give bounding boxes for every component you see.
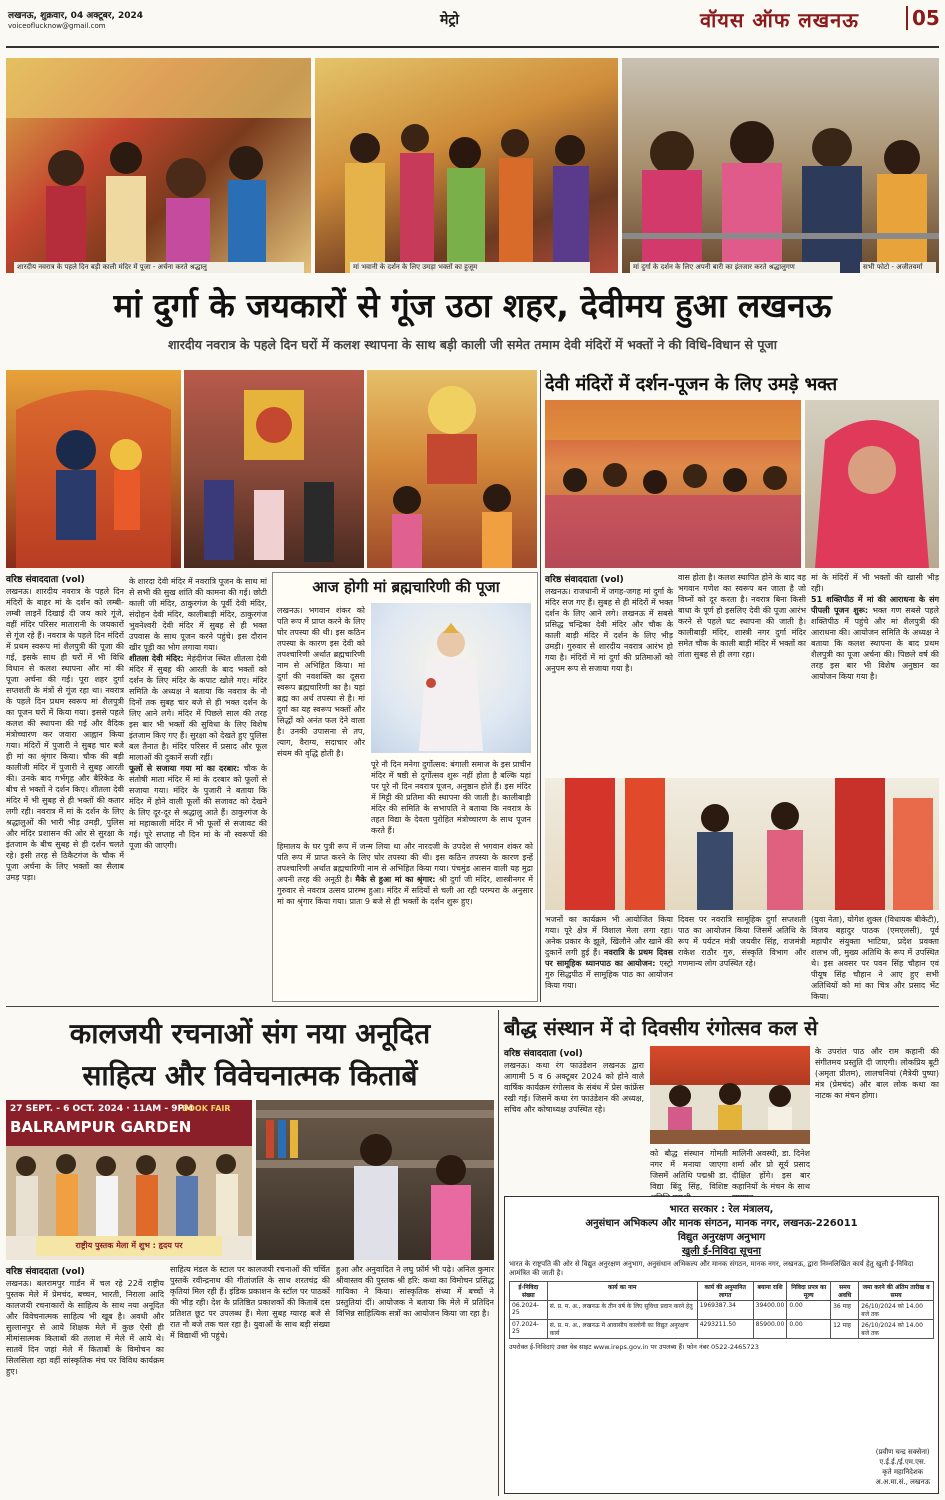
tender-cell: 26/10/2024 को 14.00 बजे तक <box>859 1301 934 1320</box>
tender-signoff-1: (प्रवीण चन्द्र सक्सेना) <box>875 1448 930 1456</box>
right-story-subhead-1: 51 शक्तिपीठ में मां की आराधना के संग पीपली पूजन शुरू: <box>811 595 939 615</box>
photo-caption-3: मां दुर्गा के दर्शन के लिए अपनी बारी का इंतजार करते श्रद्धालुगण <box>630 262 840 273</box>
photo-caption-2: मां भवानी के दर्शन के लिए उमड़ा भक्तों का हुजूम <box>350 262 590 273</box>
tender-cell: सं. प्र. म. अ., लखनऊ में आवासीय कालोनी का विद्युत अनुरक्षण कार्य <box>547 1320 697 1339</box>
right-story-col6 <box>811 914 939 1002</box>
tender-cell: 39400.00 <box>753 1301 787 1320</box>
right-story-text-6: एस्ट्रो गुरु सिद्धपीठ में सामूहिक पाठ का आयोजन किया गया। <box>545 959 673 990</box>
main-subhead: शारदीय नवरात्र के पहले दिन घरों में कलश स्थापना के साथ बड़ी काली जी समेत तमाम देवी मंदिरों में भक्तों ने की विधि-विधान से पूजा <box>168 337 777 352</box>
main-story-subhead-2: फूलों से सजाया गया मां का दरबार: <box>129 764 244 773</box>
photo-caption-1: शारदीय नवरात्र के पहले दिन बड़ी काली मंदिर में पूजा - अर्चना करते श्रद्धालु <box>14 262 304 273</box>
bauddh-headline: बौद्ध संस्थान में दो दिवसीय रंगोत्सव कल से <box>504 1016 818 1040</box>
bauddh-col2 <box>815 1046 939 1190</box>
brahmacharini-text-c: हिमालय के घर पुत्री रूप में जन्म लिया था और नारदजी के उपदेश से भगवान शंकर को पति रूप में प्राप्त करने के लिए घोर तपस्या की थी। इस कठिन तपस्या के कारण इन्हें तपश्चारिणी अर्थात ब्रह्मचारिणी नाम से अभिहित किया गया। पंचमुंड आसन वाली यह मुद्रा अपनी तरह की अनूठी है। <box>277 842 533 884</box>
right-story-text-2: वास होता है। कलश स्थापित होने के बाद वह भगवान गणेश का स्वरूप बन जाता है जो विघ्नों को दूर करता है। नवरात्र बिना किसी बाधा के पूर्ण हो इसलिए देवी की पूजा आरंभ करने से पहले घट स्थापना की जाती है। कालीबाड़ी मंदिर, शास्त्री नगर दुर्गा मंदिर समेत चौक के काली बाड़ी मंदिर में भक्तों का तांता सुबह से ही लगा रहा। <box>678 573 806 659</box>
tender-cell: 12 माह <box>831 1320 859 1339</box>
main-story-text-2: के शारदा देवी मंदिर में नवरात्रि पूजन के साथ मां से सभी की सुख शांति की कामना की गई। छोटी काली जी मंदिर, ठाकुरगंज के पूर्वी देवी मंदिर, संदोहन देवी मंदिर, कालीबाड़ी मंदिर, ठाकुरगंज भुवनेश्वरी देवी मंदिर में सुबह से ही भक्त उपवास के साथ पूजन करने पहुंचे। इस दौरान खीर पूड़ी का भोग लगाया गया। <box>129 577 267 652</box>
banner-dates: 27 SEPT. - 6 OCT. 2024 · 11AM - 9PM <box>10 1104 194 1114</box>
paper-name: वॉयस ऑफ लखनऊ <box>700 8 859 32</box>
kaljayi-text-1: लखनऊ। बलरामपुर गार्डन में चल रहे 22वें राष्ट्रीय पुस्तक मेले में प्रेमचंद, बच्चन, भारती, निराला आदि कालजयी रचनाकारों के साहित्य के साथ नया अनूदित और विवेचनात्मक साहित्य भी खूब है। अवधी और सुल्तानपुर से आये शिक्षक मेले में कुछ ऐसी ही मीमांसात्मक किताबों की तलाश में मेले में आये थे। सातवें दिन जहां मेले में किताबों के विमोचन का सिलसिला रहा वहीं सांस्कृतिक मंच पर विविध कार्यक्रम हुए। <box>6 1279 164 1376</box>
table-row <box>510 1301 934 1320</box>
tender-line-2: अनुसंधान अभिकल्प और मानक संगठन, मानक नगर, लखनऊ-226011 <box>585 1218 858 1229</box>
bauddh-caption-text: को बौद्ध संस्थान गोमती नगर में मनाया जाएगा जिसमें अतिथि पद्मश्री डा. विद्या बिंदु सिंह, विशिष्ट <box>650 1149 728 1191</box>
main-story-text-1: लखनऊ। शारदीय नवरात्र के पहले दिन मंदिरों के बाहर मां के दर्शन को लम्बी-लम्बी लाइनें दिखाई दी जय कारे गूंजे, वहीं मंदिर परिसर मातारानी के जयकारों से गूंज रहे हैं। नवरात्र के पहले दिन मंदिरों में प्रथम स्वरूप मां शैलपुत्री की पूजा की गई, इसके साथ ही घरों में भी विधि विधान से कलश स्थापना और मां की पूजा अर्चना की गई। पूरा शहर दुर्गा सप्तशती के मंत्रों से गूंज रहा था। नवरात्र के पहले दिन प्रथम स्वरूप मां शैलपुत्री का पूजन घरों में किया गया। इससे पहले कलश की स्थापना की गई और वैदिक मंत्रोच्चारण कर जवारा आह्वान किया गया। मंदिरों में पुजारी ने सुबह चार बजे ही मां का श्रृंगार किया। चौक की बड़ी कालीजी मंदिर में पुजारी ने सुबह आरती की। उनके बाद गर्भगृह और बैरिकेड के बीच से भक्तों ने दर्शन किए। शीतला देवी मंदिर में भी सुबह से ही भक्तों की कतार लगी रही। नवरात्र में मां के दर्शन के लिए श्रद्धालुओं की भारी भीड़ उमड़ी, पुलिस और मंदिर प्रशासन की ओर से सुरक्षा के इंतजाम के बीच सुबह से ही दर्शन चलते रहे। इसी तरह से ठिकैटगंज के चौक में पूजा अर्चना के लिए भक्तों का सैलाब उमड़ पड़ा। <box>6 587 124 882</box>
right-story-text-1: लखनऊ। राजधानी में जगह-जगह मां दुर्गा के मंदिर सज गए हैं। सुबह से ही मंदिरों में भक्त दर्शन के लिए आने लगे। लखनऊ में सबसे प्रसिद्ध चन्द्रिका देवी मंदिर और चौक के काली बाड़ी मंदिर में दर्शन के लिए भीड़ उमड़ी। गुरुवार से शारदीय नवरात्र आरंभ हो गया है। मंदिरों में मां दुर्गा की प्रतिमाओं को अनुपम रूप से सजाया गया है। <box>545 587 673 673</box>
crowd-illustration-2 <box>315 58 618 273</box>
tender-header-cell: समय अवधि <box>831 1282 859 1301</box>
kaljayi-col1 <box>6 1278 164 1494</box>
crowd-illustration-3 <box>545 400 801 568</box>
temple-photo-3 <box>622 58 939 273</box>
right-story-text-5: भजनों का कार्यक्रम भी आयोजित किया गया। पूरे क्षेत्र में विशाल मेला लगा रहा। अनेक प्रकार के झूले, खिलौने और खाने की दुकानें लगी हुई हैं। <box>545 915 673 957</box>
tender-cell: सं. प्र. म. अ., लखनऊ के तीन वर्ष के लिए सुविधा प्रदान करने हेतु <box>547 1301 697 1320</box>
goddess-illustration <box>371 603 531 753</box>
tender-cell: 0.00 <box>787 1320 831 1339</box>
devotees-photo <box>367 370 537 568</box>
bauddh-photo-caption <box>650 1148 728 1190</box>
email: voiceoflucknow@gmail.com <box>8 22 106 30</box>
people-illustration <box>6 1146 252 1236</box>
right-story-subhead-2: नवरात्रि के प्रथम दिवस पर सामूहिक ध्यानपाठ का आयोजन: <box>545 948 673 968</box>
bookshelf-illustration <box>256 1100 494 1260</box>
tender-signoff-3: कृते महानिदेशक <box>882 1468 924 1476</box>
page-number: 05 <box>906 6 940 30</box>
book-fair-standee: राष्ट्रीय पुस्तक मेला में शुभ : हृदय पर <box>36 1236 222 1256</box>
banner-title: BOOK FAIR <box>182 1104 231 1113</box>
brahmacharini-box <box>272 572 538 1002</box>
kaljayi-byline: वरिष्ठ संवाददाता (vol) <box>6 1267 85 1277</box>
tender-header-cell: कार्य का नाम <box>547 1282 697 1301</box>
tender-signoff <box>875 1447 930 1487</box>
right-story-col1 <box>545 586 673 774</box>
main-story-subhead-1: शीतला देवी मंदिर: <box>129 654 187 663</box>
photo-credit: सभी फोटो - अजीतवर्मा <box>860 262 936 273</box>
tender-cell: 36 माह <box>831 1301 859 1320</box>
portrait-illustration <box>805 400 939 568</box>
brahmacharini-text-b: पूरे नौ दिन मनेगा दुर्गोत्सव: बंगाली समाज के इस प्राचीन मंदिर में षष्ठी से दुर्गोत्सव शुरू नहीं होता है बल्कि यहां पर पूरे नौ दिन नवरात्र पूजन, अनुष्ठान होते हैं। इस मंदिर में मिट्टी की प्रतिमा की स्थापना की जाती है। कालीबाड़ी मंदिर की समिति के सभापति ने बताया कि नवरात्र के तहत विद्या के देवता पुरोहित मंत्रोच्चारण के साथ पूजन करते हैं। <box>371 760 531 835</box>
kaljayi-col2 <box>170 1264 330 1494</box>
main-story-col2 <box>129 576 267 1002</box>
tender-header-cell: ई-निविदा संख्या <box>510 1282 548 1301</box>
masthead-rule <box>6 46 939 48</box>
kaljayi-col3 <box>336 1264 494 1494</box>
tender-header-row <box>510 1282 934 1301</box>
tender-cell: 26/10/2024 को 14.00 बजे तक <box>859 1320 934 1339</box>
kaljayi-headline-1: कालजयी रचनाओं संग नया अनूदित <box>69 1017 431 1050</box>
main-headline: मां दुर्गा के जयकारों से गूंज उठा शहर, देवीमय हुआ लखनऊ <box>113 286 832 325</box>
idol-illustration <box>6 370 181 568</box>
tender-header-cell: कार्य की अनुमानित लागत <box>697 1282 753 1301</box>
woman-portrait-photo <box>805 400 939 568</box>
right-story-col2 <box>678 572 806 774</box>
bauddh-photo-caption-2 <box>732 1148 810 1190</box>
brahmacharini-subhead: मैके से हुआ मां का श्रृंगार: <box>355 875 440 884</box>
kaljayi-text-3: हुआ और अनुवादित ने लघु फ़ॉर्म भी पढ़े। अनिल कुमार श्रीवास्तव की पुस्तक श्री हरि: कथा का विमोचन प्रसिद्ध गायिका ने किया। सांस्कृतिक संध्या में बच्चों ने प्रस्तुतियां दीं। आयोजक ने बताया कि मेले में प्रतिदिन विभिन्न साहित्यिक सत्रों का आयोजन किया जा रहा है। <box>336 1265 494 1318</box>
brahmacharini-col-c <box>277 841 533 999</box>
tender-footer: उपरोक्त ई-निविदाएं उक्त वेब साइट www.ireps.gov.in पर उपलब्ध हैं। फोन नंबर 0522-2465723 <box>509 1343 759 1351</box>
book-fair-launch-photo <box>6 1100 252 1260</box>
right-story-text-8: (युवा नेता), योगेश शुक्ल (विधायक बीकेटी), विजय बहादुर पाठक (एमएलसी), पूर्व महापौर संयुक्ता भाटिया, प्रदेश प्रवक्ता शलभ जी, मुख्य अतिथि के रूप में उपस्थित थे। इस अवसर पर पवन सिंह चौहान एवं पीयूष सिंह चौहान ने आए हुए सभी अतिथियों को मां का चित्र और प्रसाद भेंट किया। <box>811 915 939 1001</box>
table-row <box>510 1320 934 1339</box>
right-story-headline: देवी मंदिरों में दर्शन-पूजन के लिए उमड़े भक्त <box>545 374 838 395</box>
tender-cell: 85900.00 <box>753 1320 787 1339</box>
right-story-col3 <box>811 572 939 774</box>
banner-venue: BALRAMPUR GARDEN <box>10 1118 192 1136</box>
main-byline: वरिष्ठ संवाददाता (vol) <box>6 575 85 585</box>
brahmacharini-text-a: लखनऊ। भगवान शंकर को पति रूप में प्राप्त करने के लिए घोर तपस्या की थी। इस कठिन तपस्या के कारण इस देवी को तपश्चारिणी अर्थात ब्रह्मचारिणी नाम से अभिहित किया। मां दुर्गा की नवशक्ति का दूसरा स्वरूप ब्रह्मचारिणी का है। यहां ब्रह्म का अर्थ तपस्या से है। मां दुर्गा का यह स्वरूप भक्तों और सिद्धों को अनंत फल देने वाला है। उनकी उपासना से तप, त्याग, वैराग्य, सदाचार और संयम की वृद्धि होती है। <box>277 606 365 758</box>
right-story-text-4: भक्त गण सबसे पहले शक्तिपीठ में पहुंचे और मां शैलपुत्री की आराधना की। आयोजन समिति के अध्यक्ष ने बताया कि कलश स्थापना के बाद प्रथम शैलपुत्री का पूजा अर्चना की। पिछले वर्ष की तरह इस बार भी विशेष अनुष्ठान का आयोजन किया गया है। <box>811 606 939 681</box>
tender-table <box>509 1281 934 1339</box>
bauddh-caption-text-2: मालिनी अवस्थी, डा. दिनेश शर्मा और प्रो सूर्य प्रसाद दीक्षित होंगे। इस बार कहानियों के मंचन के साथ <box>732 1149 810 1191</box>
temple-photo-2 <box>315 58 618 273</box>
tender-cell: 07.2024-25 <box>510 1320 548 1339</box>
brahmacharini-text-d: श्री दुर्गा जी मंदिर, शास्त्रीनगर में गुरुवार से नवरात्र उत्सव प्रारम्भ हुआ। मंदिर में सदियों से चली आ रही परम्परा के अनुसार मां का श्रृंगार किया गया। प्रातः 9 बजे से ही भक्तों के दर्शन शुरू हुए। <box>277 875 533 906</box>
bauddh-text-2: के उपरांत पाठ और राम कहानी की संगीतमय प्रस्तुति दी जाएगी। लोकप्रिय बूटी (अमृता प्रीतम), लालचनियां (मैत्रेयी पुष्पा) मंत्र (प्रेमचंद) और बाल लोक कथा का नाटक का मंचन होगा। <box>815 1047 939 1100</box>
section-rule <box>6 1006 939 1007</box>
kali-idol-photo <box>6 370 181 568</box>
tender-header-cell: निविदा प्रपत्र का मूल्य <box>787 1282 831 1301</box>
vertical-divider <box>498 1010 499 1496</box>
bauddh-byline: वरिष्ठ संवाददाता (vol) <box>504 1049 583 1059</box>
tender-header-cell: जमा करने की अंतिम तारीख व समय <box>859 1282 934 1301</box>
masthead <box>0 0 945 50</box>
press-conference-photo <box>650 1046 810 1144</box>
bauddh-text-1: लखनऊ। कथा रंग फाउंडेशन लखनऊ द्वारा आगामी 5 व 6 अक्टूबर 2024 को होने वाले वार्षिक कार्यक्रम रंगोत्सव के संबंध में प्रेस कांफ्रेंस रखी गई। जिसमें कथा रंग फाउंडेशन की अध्यक्ष, सचिव और कोषाध्यक्ष उपस्थित रहे। <box>504 1061 644 1114</box>
tender-line-1: भारत सरकार : रेल मंत्रालय, <box>669 1204 774 1215</box>
brahmacharini-col-a <box>277 605 365 835</box>
tender-notice <box>504 1196 939 1494</box>
right-byline: वरिष्ठ संवाददाता (vol) <box>545 575 624 585</box>
main-story-text-3: मेहंदीगंज स्थित शीतला देवी मंदिर में सुबह की आरती के बाद भक्तों को दर्शन के लिए मंदिर के कपाट खोले गए। मंदिर समिति के अध्यक्ष ने बताया कि नवरात्र के नौ दिनों तक सुबह चार बजे से ही भक्त दर्शन के लिए आने लगे। मंदिर में पिछले साल की तरह इस बार भी भक्तों की सुविधा के लिए विशेष इंतजाम किए गए हैं। सुरक्षा को देखते हुए पुलिस बल तैनात है। मंदिर परिसर में प्रसाद और फूल मालाओं की दुकानें सजी रहीं। <box>129 654 267 762</box>
devotees-illustration <box>367 370 537 568</box>
tender-intro: भारत के राष्ट्रपति की ओर से विद्युत अनुरक्षण अनुभाग, अनुसंधान अभिकल्प और मानक संगठन, मानक नगर, लखनऊ, द्वारा निम्नलिखित कार्य हेतु खुली ई-निविदा आमंत्रित की जाती है। <box>509 1260 914 1277</box>
tender-header-cell: बयाना राशि <box>753 1282 787 1301</box>
tender-cell: 0.00 <box>787 1301 831 1320</box>
tender-cell: 4293211.50 <box>697 1320 753 1339</box>
right-story-col4 <box>545 914 673 1002</box>
tender-line-4: खुली ई-निविदा सूचना <box>681 1246 761 1257</box>
kaljayi-headline-2: साहित्य और विवेचनात्मक किताबें <box>82 1059 418 1092</box>
tender-cell: 06.2024-25 <box>510 1301 548 1320</box>
chunri-offering-photo <box>545 778 939 910</box>
bauddh-col1 <box>504 1060 644 1190</box>
temple-photo-1 <box>6 58 311 273</box>
tender-line-3: विद्युत अनुरक्षण अनुभाग <box>677 1232 766 1243</box>
right-story-col5 <box>678 914 806 1002</box>
main-story-col1 <box>6 586 124 1002</box>
queue-illustration <box>622 58 939 273</box>
tender-cell: 1969387.34 <box>697 1301 753 1320</box>
book-browsing-photo <box>256 1100 494 1260</box>
column-divider <box>540 370 541 1002</box>
section-label: मेट्रो <box>440 12 460 28</box>
right-story-text-3: मां के मंदिरों में भी भक्तों की खासी भीड़ रही। <box>811 573 939 593</box>
goddess-icon <box>371 603 531 753</box>
kaljayi-text-2: साहित्य मंडल के स्टाल पर कालजयी रचनाओं की चर्चित पुस्तकें रवीन्द्रनाथ की गीतांजलि के साथ शरतचंद्र की कृतियां मिल रही हैं। इंडिक प्रकाशन के स्टॉल पर पाठकों की भीड़ रही। देश के प्रतिष्ठित प्रकाशकों की किताबें दस प्रतिशत छूट पर उपलब्ध हैं। मेला सुबह ग्यारह बजे से रात नौ बजे तक चल रहा है। युवाओं के साथ बड़ी संख्या में विद्यार्थी भी पहुंचे। <box>170 1265 330 1340</box>
main-story-text-4: चौक के संतोषी माता मंदिर में मां के दरबार को फूलों से सजाया गया। मंदिर के पुजारी ने बताया कि मंदिर में होने वाली फूलों की सजावट को देखने के लिए दूर-दूर से श्रद्धालु आते हैं। ठाकुरगंज के मां महाकाली मंदिर में भी फूलों से सजावट की गई। पूरे सप्ताह नौ दिन मां के नौ स्वरूपों की पूजा की जाएगी। <box>129 764 268 850</box>
altar-photo <box>184 370 364 568</box>
brahmacharini-headline: आज होगी मां ब्रह्मचारिणी की पूजा <box>312 578 500 596</box>
chunri-illustration <box>545 778 939 910</box>
tender-signoff-2: ए.ई.ई./ई.एम.एस. <box>879 1458 926 1466</box>
date-line: लखनऊ, शुक्रवार, 04 अक्टूबर, 2024 <box>8 11 144 21</box>
tender-signoff-4: अ.अ.मा.सं., लखनऊ <box>875 1478 930 1486</box>
crowd-illustration <box>6 58 311 273</box>
brahmacharini-col-b <box>371 759 531 835</box>
book-fair-banner <box>6 1100 252 1146</box>
altar-illustration <box>184 370 364 568</box>
press-conference-illustration <box>650 1046 810 1144</box>
right-story-text-7: दिवस पर नवरात्रि सामूहिक दुर्गा सप्तशती पाठ का आयोजन किया जिसमें अतिथि के रूप में पर्यटन मंत्री जयवीर सिंह, राजमंत्री राकेश राठौर गुरु, संस्कृति विभाग और गणमान्य लोग उपस्थित रहे। <box>678 915 806 968</box>
crowd-temple-photo <box>545 400 801 568</box>
